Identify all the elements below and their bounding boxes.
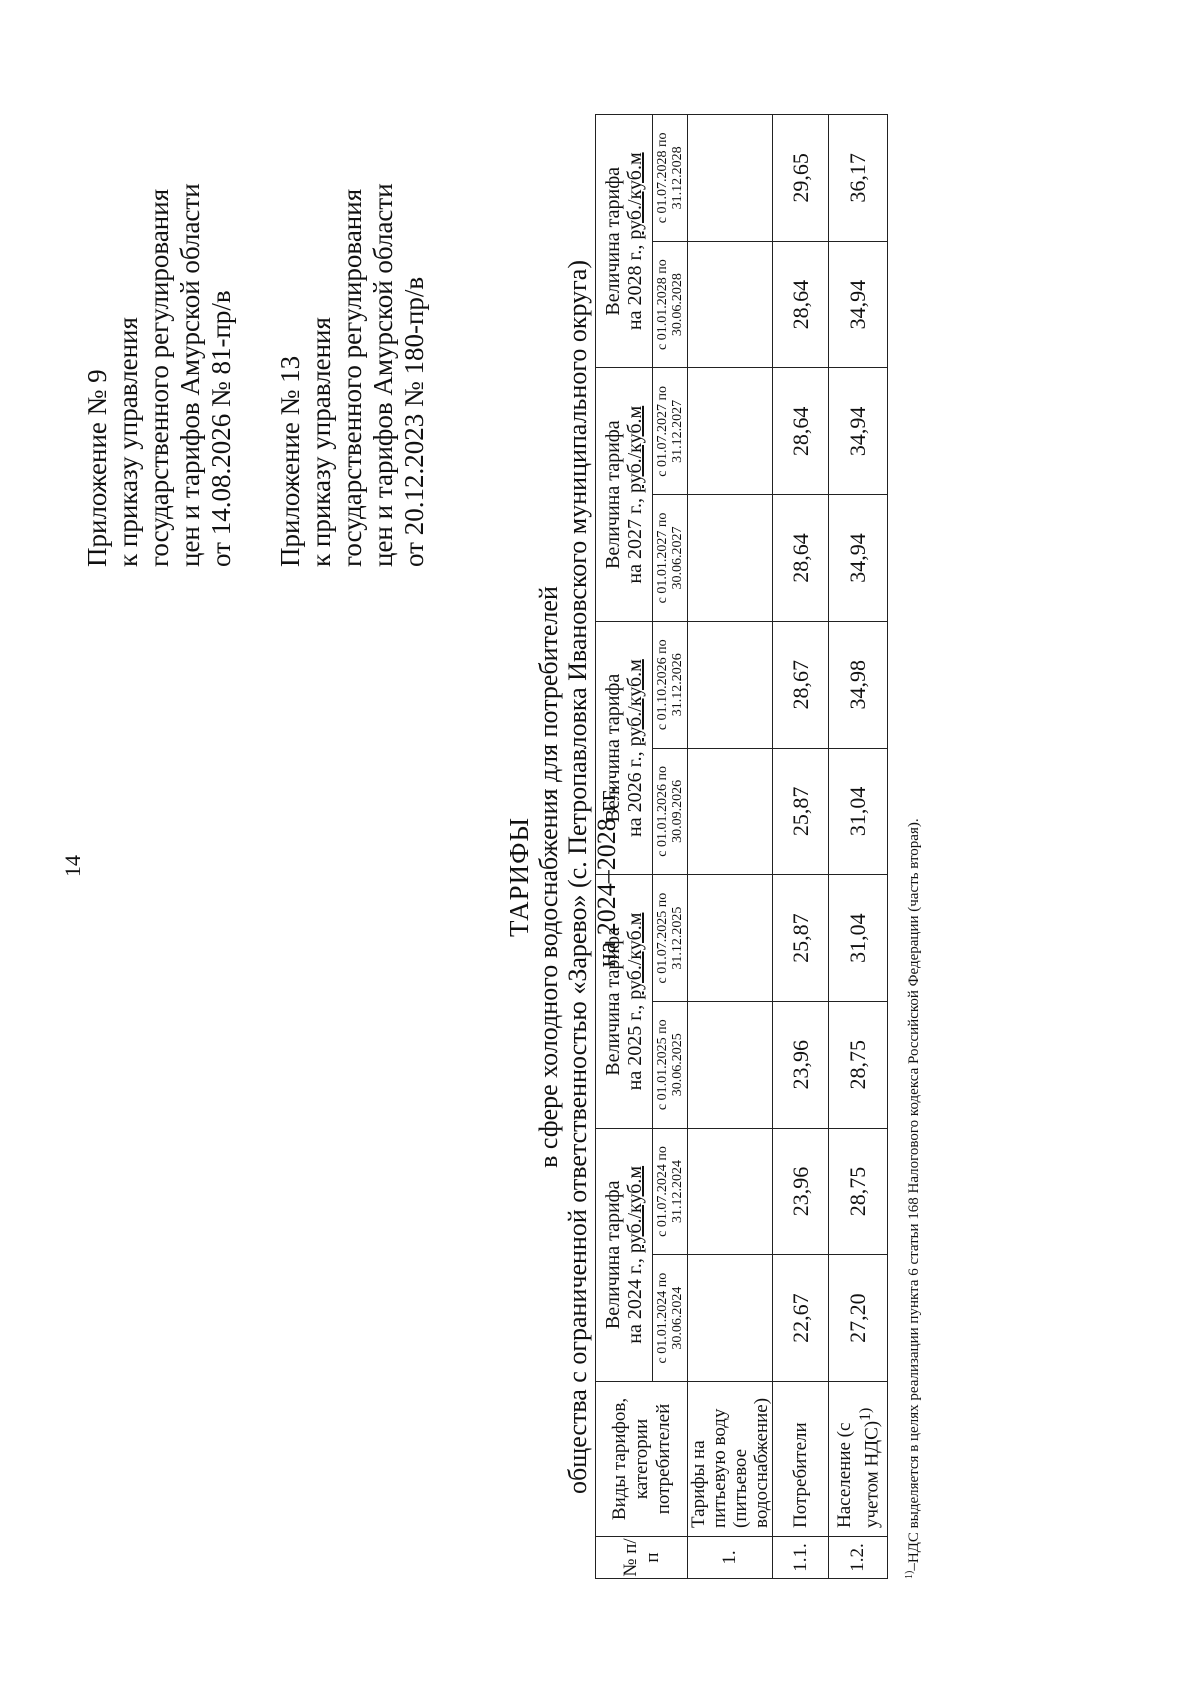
tariff-value: 23,96 [773, 1128, 829, 1255]
tariff-value: 29,65 [773, 115, 829, 242]
tariff-value: 28,64 [773, 495, 829, 622]
tariff-value: 28,75 [829, 1001, 888, 1128]
period-unit: руб./куб.м [624, 659, 646, 747]
appendix-line: цен и тарифов Амурской области [175, 183, 205, 567]
appendix-current [82, 183, 237, 567]
header-date-range: с 01.07.2025 по 31.12.2025 [653, 875, 688, 1002]
period-prefix: Величина тарифа [602, 673, 624, 823]
tariff-value [688, 115, 773, 242]
header-date-range: с 01.01.2025 по 30.06.2025 [653, 1001, 688, 1128]
header-date-range: с 01.01.2027 по 30.06.2027 [653, 495, 688, 622]
tariff-value [688, 241, 773, 368]
period-unit: руб./куб.м [624, 1165, 646, 1254]
tariff-value: 34,94 [829, 495, 888, 622]
page-number: 14 [60, 855, 85, 877]
appendix-line: Приложение № 13 [275, 355, 305, 567]
tariff-value: 22,67 [773, 1255, 829, 1382]
header-date-range: с 01.01.2026 по 30.09.2026 [653, 748, 688, 875]
row-name: Тарифы на питьевую воду (питьевое водоснабжение) [688, 1382, 773, 1537]
tariff-value [688, 875, 773, 1002]
header-date-range: с 01.07.2028 по 31.12.2028 [653, 115, 688, 242]
footnote-ref: 1) [856, 1407, 874, 1421]
appendix-line: Приложение № 9 [82, 369, 112, 567]
title-line: в сфере холодного водоснабжения для потребителей [534, 586, 563, 1168]
footnote [904, 818, 923, 1579]
tariff-value [688, 748, 773, 875]
row-name: Население (с учетом НДС) [833, 1420, 883, 1528]
tariff-value [688, 1128, 773, 1255]
header-date-range: с 01.07.2027 по 31.12.2027 [653, 368, 688, 495]
title-line: на 2024–2028 гг. [592, 786, 621, 968]
title-main: ТАРИФЫ [504, 816, 534, 938]
tariff-value [688, 621, 773, 748]
period-prefix: Величина тарифа [602, 166, 624, 316]
appendix-original [275, 183, 430, 567]
row-number: 1.2. [829, 1537, 888, 1579]
header-period [596, 621, 653, 874]
tariff-value: 34,94 [829, 241, 888, 368]
row-number: 1.1. [773, 1537, 829, 1579]
period-prefix: Величина тарифа [602, 927, 624, 1076]
header-number: № п/п [596, 1537, 688, 1579]
row-name: Потребители [773, 1382, 829, 1537]
appendix-line: от 14.08.2026 № 81-пр/в [206, 290, 236, 567]
header-date-range: с 01.01.2028 по 30.06.2028 [653, 241, 688, 368]
header-date-range: с 01.01.2024 по 30.06.2024 [653, 1255, 688, 1382]
header-period [596, 368, 653, 621]
tariff-value: 34,98 [829, 621, 888, 748]
table-row [829, 115, 888, 1579]
tariff-value: 27,20 [829, 1255, 888, 1382]
header-date-range: с 01.10.2026 по 31.12.2026 [653, 621, 688, 748]
tariff-value: 31,04 [829, 875, 888, 1002]
appendix-line: цен и тарифов Амурской области [368, 183, 398, 567]
tariff-table [595, 114, 888, 1579]
tariff-value: 28,75 [829, 1128, 888, 1255]
footnote-text: –НДС выделяется в целях реализации пункта 6 статьи 168 Налогового кодекса Российской Федерации (часть вторая). [906, 818, 922, 1571]
period-year: на 2024 г., [624, 1258, 646, 1344]
period-unit: руб./куб.м [624, 405, 646, 494]
title-line: общества с ограниченной ответственностью «Зарево» (с. Петропавловка Ивановского муниципального округа) [563, 260, 592, 1495]
period-unit: руб./куб.м [624, 152, 646, 240]
tariff-value: 36,17 [829, 115, 888, 242]
appendix-line: государственного регулирования [144, 188, 174, 567]
tariff-value: 23,96 [773, 1001, 829, 1128]
period-prefix: Величина тарифа [602, 420, 624, 570]
period-year: на 2027 г., [624, 498, 646, 584]
tariff-value: 28,67 [773, 621, 829, 748]
header-period [596, 1128, 653, 1381]
table-row [688, 115, 773, 1579]
period-prefix: Величина тарифа [602, 1180, 624, 1330]
tariff-value: 25,87 [773, 748, 829, 875]
appendix-line: к приказу управления [306, 317, 336, 567]
tariff-value [688, 368, 773, 495]
tariff-value [688, 1255, 773, 1382]
appendix-line: государственного регулирования [337, 188, 367, 567]
tariff-value: 25,87 [773, 875, 829, 1002]
period-year: на 2028 г., [624, 244, 646, 331]
period-year: на 2026 г., [624, 751, 646, 837]
tariff-value: 34,94 [829, 368, 888, 495]
tariff-value [688, 495, 773, 622]
period-year: на 2025 г., [624, 1004, 646, 1091]
appendix-line: от 20.12.2023 № 180-пр/в [399, 276, 429, 567]
tariff-value: 28,64 [773, 241, 829, 368]
header-kind: Виды тарифов, категории потребителей [596, 1382, 688, 1537]
table-row [773, 115, 829, 1579]
tariff-value [688, 1001, 773, 1128]
header-period [596, 875, 653, 1128]
header-date-range: с 01.07.2024 по 31.12.2024 [653, 1128, 688, 1255]
header-period [596, 115, 653, 369]
appendix-line: к приказу управления [113, 317, 143, 567]
tariff-value: 31,04 [829, 748, 888, 875]
footnote-mark: 1) [904, 1570, 915, 1579]
period-unit: руб./куб.м [624, 912, 646, 1000]
row-number: 1. [688, 1537, 773, 1579]
row-name-cell [829, 1382, 888, 1537]
tariff-value: 28,64 [773, 368, 829, 495]
